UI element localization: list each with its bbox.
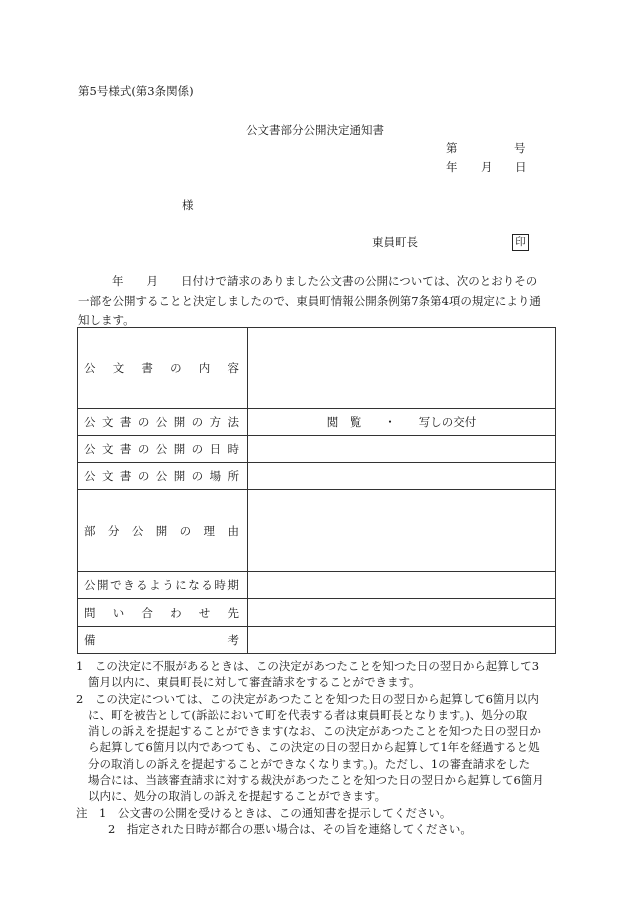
remark-line: 1 この決定に不服があるときは、この決定があつたことを知つた日の翌日から起算して3: [76, 659, 540, 673]
remarks: [76, 658, 560, 837]
date-month: 月: [481, 160, 493, 174]
row-label: 備 考: [84, 633, 239, 647]
table-row: [78, 328, 556, 409]
row-value-cell[interactable]: [248, 409, 556, 436]
table-row: [78, 627, 556, 654]
note-line: 注 1 公文書の公開を受けるときは、この通知書を提示してください。: [76, 805, 452, 820]
row-value-cell[interactable]: [248, 490, 556, 572]
issuer: 東員町長: [372, 235, 418, 249]
form-number: 第5号様式(第3条関係): [78, 84, 194, 98]
row-value-cell[interactable]: [248, 463, 556, 490]
body-text: [78, 272, 556, 331]
remark-line: 2 この決定については、この決定があつたことを知つた日の翌日から起算して6箇月以内: [76, 691, 539, 706]
row-label-cell: [78, 463, 248, 490]
table-row: [78, 436, 556, 463]
remark-line: 場合には、当該審査請求に対する裁決があつたことを知つた日の翌日から起算して6箇月: [88, 773, 544, 788]
row-label: 部 分 公 開 の 理 由: [84, 523, 239, 538]
date-year: 年: [446, 160, 458, 174]
row-value-cell[interactable]: [248, 436, 556, 463]
ref-go: 号: [514, 141, 526, 155]
note-line: 2 指定された日時が都合の悪い場合は、その旨を連絡してください。: [108, 821, 472, 836]
table-row: [78, 572, 556, 599]
row-label-cell: [78, 627, 248, 654]
row-value: 閲 覧 ・ 写しの交付: [326, 415, 477, 429]
body-line: 年 月 日付けで請求のありました公文書の公開については、次のとおりその: [112, 274, 538, 288]
row-label-cell: [78, 436, 248, 463]
row-label: 問 い 合 わ せ 先: [84, 605, 239, 620]
row-label-cell: [78, 572, 248, 599]
remark-line: ら起算して6箇月以内であつても、この決定の日の翌日から起算して1年を経過すると処: [88, 740, 540, 755]
row-value-cell[interactable]: [248, 328, 556, 409]
remark-line: 以内に、処分の取消しの訴えを提起することができます。: [88, 789, 387, 804]
table-row: [78, 463, 556, 490]
row-label: 公 文 書 の 公 開 の 日 時: [84, 442, 239, 456]
addressee-suffix: 様: [182, 198, 194, 212]
row-label: 公 文 書 の 公 開 の 場 所: [84, 469, 239, 483]
date-day: 日: [515, 160, 527, 174]
row-label: 公 開 で き る よ う に な る 時 期: [84, 578, 239, 592]
document-title: 公文書部分公開決定通知書: [246, 123, 384, 137]
seal-mark: 印: [512, 234, 529, 251]
table-row: [78, 599, 556, 627]
row-label: 公 文 書 の 公 開 の 方 法: [84, 415, 239, 429]
row-label-cell: [78, 599, 248, 627]
notice-table-body: [78, 328, 556, 654]
remark-line: 消しの訴えを提起することができます(なお、この決定があつたことを知つた日の翌日か: [88, 724, 541, 739]
row-label: 公 文 書 の 内 容: [84, 361, 239, 375]
row-value-cell[interactable]: [248, 599, 556, 627]
body-line: 知します。: [78, 313, 135, 328]
row-label-cell: [78, 409, 248, 436]
ref-dai: 第: [446, 141, 458, 155]
row-value-cell[interactable]: [248, 627, 556, 654]
row-value-cell[interactable]: [248, 572, 556, 599]
table-row: [78, 490, 556, 572]
remark-line: 分の取消しの訴えを提起することができなくなります。)。ただし、1の審査請求をした: [88, 756, 531, 771]
row-label-cell: [78, 328, 248, 409]
remark-line: に、町を被告として(訴訟において町を代表する者は東員町長となります。)、処分の取: [88, 707, 528, 722]
table-row: [78, 409, 556, 436]
remark-line: 箇月以内に、東員町長に対して審査請求をすることができます。: [88, 675, 421, 690]
row-label-cell: [78, 490, 248, 572]
body-line: 一部を公開することと決定しましたので、東員町情報公開条例第7条第4項の規定により通: [78, 293, 541, 308]
notice-table: [77, 327, 556, 654]
